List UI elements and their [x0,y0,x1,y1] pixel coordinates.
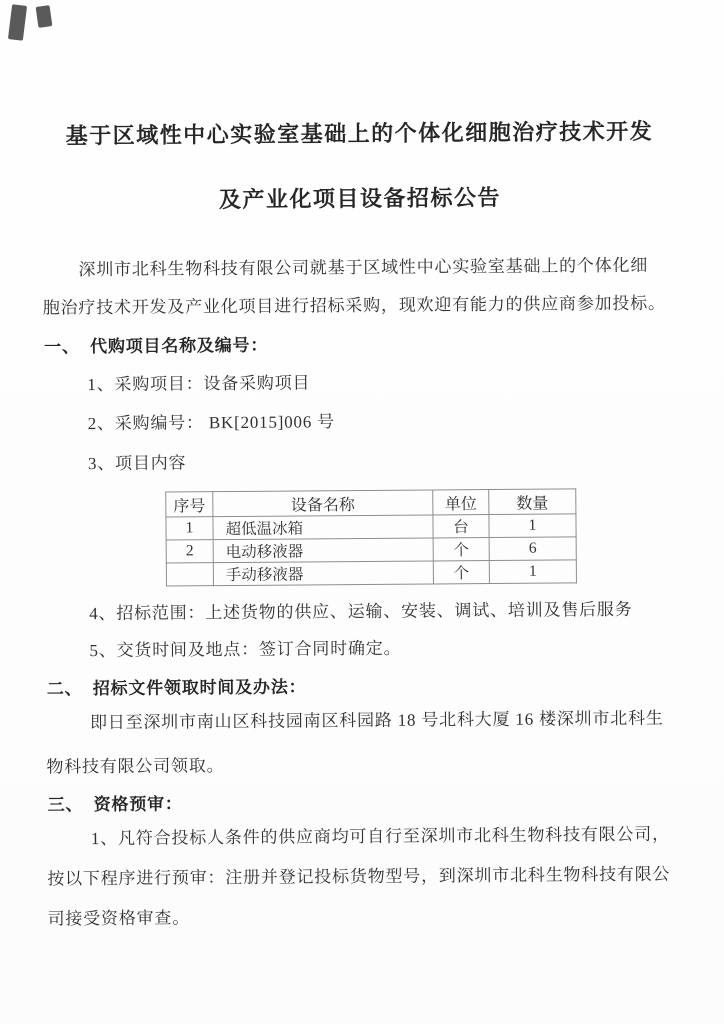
section1-item5: 5、交货时间及地点：签订合同时确定。 [89,638,402,661]
section2-heading [47,672,307,699]
table-header-row [166,489,576,517]
section2-body-line1: 即日至深圳市南山区科技园南区科园路 18 号北科大厦 16 楼深圳市北科生 [89,708,664,733]
document-title-line1: 基于区域性中心实验室基础上的个体化细胞治疗技术开发 [65,118,654,149]
table-row [166,537,576,563]
table-header-qty: 数量 [489,489,576,515]
table-header-no: 序号 [166,492,213,517]
section1-item4: 4、招标范围：上述货物的供应、运输、安装、调试、培训及售后服务 [89,599,633,624]
cell-no: 1 [166,517,213,540]
cell-qty: 1 [489,514,576,538]
section2-body-line2: 物科技有限公司领取。 [46,756,225,777]
cell-name: 手动移液器 [213,561,433,586]
section3-heading [48,789,183,815]
cell-name: 电动移液器 [213,538,433,563]
section3-body-line1: 1、凡符合投标人条件的供应商均可自行至深圳市北科生物科技有限公司， [90,824,670,849]
table-row [166,560,576,586]
section2-marker: 二、 [46,679,83,699]
cell-name: 超低温冰箱 [213,515,433,540]
section3-marker: 三、 [47,795,84,815]
cell-no [166,563,213,586]
table-header-name: 设备名称 [213,490,433,517]
section1-marker: 一、 [44,337,80,357]
table-header-unit: 单位 [433,490,489,515]
intro-paragraph-line1: 深圳市北科生物科技有限公司就基于区域性中心实验室基础上的个体化细 [78,255,649,280]
section1-heading [44,331,268,358]
section2-heading-label: 招标文件领取时间及办法： [92,677,307,699]
document-title-line2: 及产业化项目设备招标公告 [218,184,502,213]
section1-item2: 2、采购编号： BK[2015]006 号 [87,412,336,434]
table-row [166,514,576,540]
cell-qty: 6 [489,537,576,561]
section1-heading-label: 代购项目名称及编号： [90,335,269,357]
cell-unit: 个 [433,561,489,584]
section3-body-line2: 按以下程序进行预审：注册并登记投标货物型号，到深圳市北科生物科技有限公 [47,864,671,889]
section1-item3: 3、项目内容 [87,453,187,474]
intro-paragraph-line2: 胞治疗技术开发及产业化项目进行招标采购，现欢迎有能力的供应商参加投标。 [42,293,666,318]
section3-heading-label: 资格预审： [93,794,183,815]
section3-body-line3: 司接受资格审查。 [47,908,191,929]
equipment-table [165,488,577,586]
cell-no: 2 [166,540,213,563]
section1-item1: 1、采购项目：设备采购项目 [87,373,311,395]
cell-qty: 1 [489,560,576,584]
cell-unit: 台 [433,515,489,538]
cell-unit: 个 [433,538,489,561]
